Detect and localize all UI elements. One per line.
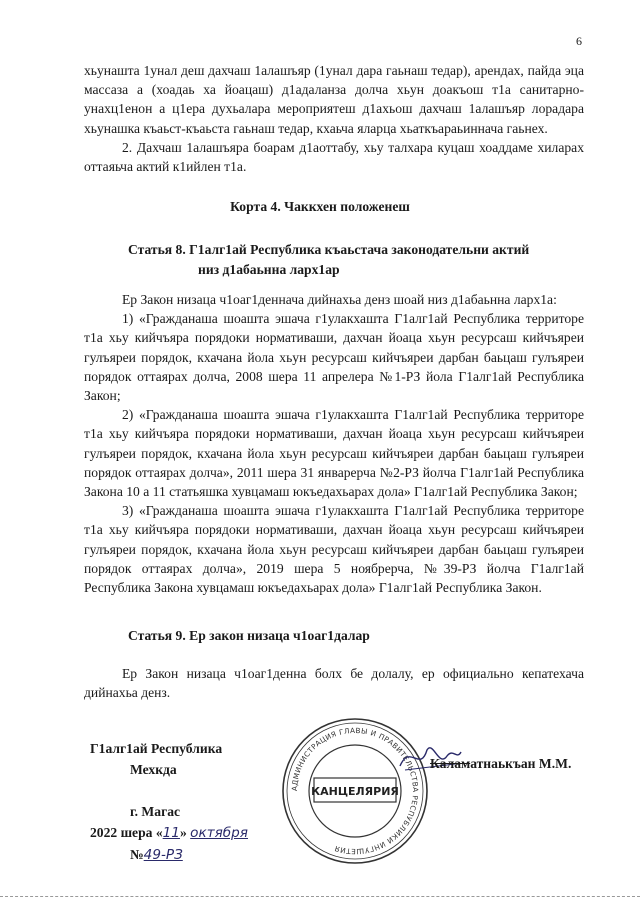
- date-month-handwritten: октября: [190, 825, 248, 841]
- paragraph-2: 2. Дахчаш 1алашъяра боарам д1аоттабу, хьу талхара куцаш хоаддаме хиларах оттаяьча актий к1ийлен т1а.: [84, 139, 584, 175]
- number-handwritten: 49-РЗ: [143, 847, 183, 863]
- article-8-item-1: 1) «Гражданаша шоашта эшача г1улакхашта Г1алг1ай Республика территоре т1а хьу кийчъяра порядоки нормативаши, дахчан йоаца хьун ресурсаш кийчъяреи гулъяреи порядок, кхачана йола хьун ресурсаш кийчъяреи дарбан баьцаш гулъяреи порядок оттаярах долча, 2008 шера 11 апрелера №1-РЗ йола Г1алг1ай Республика Закон;: [84, 311, 584, 404]
- article-9-body: [84, 664, 584, 702]
- article-9-heading: Статья 9. Ер закон низаца ч1оаг1далар: [128, 628, 370, 643]
- article-8-heading: [128, 240, 598, 279]
- stamp-center-text: КАНЦЕЛЯРИЯ: [311, 785, 399, 798]
- page-bottom-divider: [0, 896, 640, 898]
- signature-org-line2: Мехкда: [130, 762, 177, 777]
- stamp-ring-text: АДМИНИСТРАЦИЯ ГЛАВЫ И ПРАВИТЕЛЬСТВА РЕСПУБЛИКИ ИНГУШЕТИЯ: [289, 725, 421, 857]
- signatory-name: [430, 756, 571, 772]
- signature-city: г. Магас: [130, 804, 181, 819]
- article-8-body: [84, 290, 584, 597]
- article-8-item-3: 3) «Гражданаша шоашта эшача г1улакхашта Г1алг1ай Республика территоре т1а хьу кийчъяра порядоки нормативаши, дахчан йоаца хьун ресурсаш кийчъяреи гулъяреи порядок, кхачана йола хьун ресурсаш кийчъяреи дарбан баьцаш гулъяреи порядок оттаярах долча», 2019 шера 5 ноябрерча, №39-РЗ йолча Г1алг1ай Республика Закона хувцамаш юкъедахьарах дола» Г1алг1ай Республика Закон.: [84, 503, 584, 596]
- continuation-paragraphs: [84, 61, 584, 176]
- signatory-name-struck: Калам: [430, 756, 471, 771]
- article-8-heading-line2: низ д1абаьнна ларх1ар: [198, 261, 340, 277]
- paragraph-1-continuation: хьунашта 1унал деш дахчаш 1алашъяр (1унал дара гаьнаш тедар), арендах, пайда эца массаза а (хоадаь ха йоацаш) д1адаланза долча хьун доакъош т1а санитарно-унахц1енон а ц1ера духьалара мероприятеш д1ахьош дахчаш 1алашъяр лорадара хьунашка къаьст-къаьста гаьнаш тедар, кхаьча яларца хьаткъараьиннача гаьнех.: [84, 63, 584, 136]
- page-number: 6: [576, 34, 582, 48]
- signature-block: [90, 738, 248, 866]
- signatory-name-rest: атнаькъан М.М.: [470, 756, 572, 771]
- article-8-item-2: 2) «Гражданаша шоашта эшача г1улакхашта Г1алг1ай Республика территоре т1а хьу кийчъяра порядоки нормативаши, дахчан йоаца хьун ресурсаш кийчъяреи гулъяреи порядок, кхачана йола хьун ресурсаш кийчъяреи дарбан баьцаш гулъяреи порядок оттаярах долча», 2011 шера 31 январерча №2-РЗ йолча Г1алг1ай Республика Закона 10 а 11 статьяшка хувцамаш юкъедахьарах дола» Г1алг1ай Республика Закон;: [84, 407, 584, 500]
- date-day-handwritten: 11: [162, 825, 180, 841]
- date-prefix: 2022 шера «: [90, 825, 163, 840]
- number-prefix: №: [130, 847, 144, 862]
- article-9-paragraph: Ер Закон низаца ч1оаг1денна болх бе долалу, ер официально кепатехача дийнахьа денз.: [84, 666, 584, 701]
- article-8-heading-line1: Статья 8. Г1алг1ай Республика къаьстача законодательни актий: [128, 242, 530, 257]
- chapter-title: Корта 4. Чаккхен положенеш: [230, 199, 410, 214]
- signature-date: 2022 шера «11» октября: [90, 825, 248, 841]
- article-8-intro: Ер Закон низаца ч1оаг1деннача дийнахьа денз шоай низ д1абаьнна ларх1а:: [122, 292, 557, 307]
- signature-number: [90, 844, 248, 866]
- signature-org-line1: Г1алг1ай Республика: [90, 741, 223, 756]
